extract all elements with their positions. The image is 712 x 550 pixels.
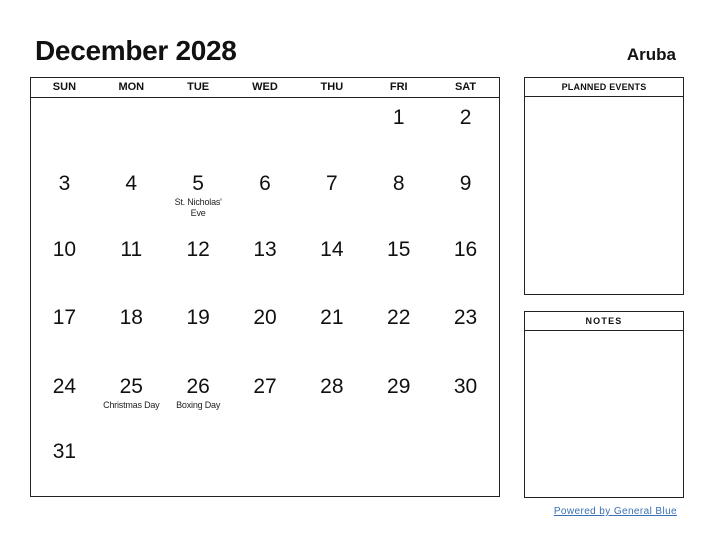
- day-number: 14: [320, 238, 344, 261]
- holiday-label: Christmas Day: [103, 400, 160, 410]
- calendar-days: [31, 98, 499, 497]
- day-number: 10: [52, 238, 77, 261]
- day-cell: [98, 367, 165, 432]
- notes-title: NOTES: [525, 312, 683, 331]
- day-cell: [365, 98, 432, 164]
- page-title: December 2028: [35, 35, 237, 66]
- day-number: 15: [387, 238, 411, 261]
- weekday-sun: SUN: [52, 81, 77, 93]
- day-number: 28: [320, 375, 344, 398]
- powered-by-link[interactable]: Powered by General Blue: [553, 506, 677, 517]
- day-number: 11: [120, 238, 143, 261]
- day-cell: [31, 230, 98, 298]
- day-cell: [232, 230, 299, 298]
- day-cell: [31, 432, 98, 497]
- day-cell: [298, 298, 365, 367]
- calendar-grid: [30, 77, 500, 497]
- day-number: 22: [387, 306, 411, 329]
- weekday-mon: MON: [118, 81, 145, 93]
- day-cell: [365, 432, 432, 497]
- day-number: 8: [392, 172, 405, 195]
- day-number: 23: [453, 306, 478, 329]
- day-cell: [298, 164, 365, 230]
- day-cell: [31, 164, 98, 230]
- day-cell: [432, 298, 499, 367]
- day-number: 13: [253, 238, 277, 261]
- day-number: 19: [186, 306, 210, 329]
- day-cell: [365, 367, 432, 432]
- day-number: 17: [52, 306, 77, 329]
- holiday-label: Boxing Day: [176, 400, 221, 410]
- day-cell: [232, 367, 299, 432]
- day-cell: [98, 298, 165, 367]
- day-number: 2: [459, 106, 472, 129]
- day-number: 21: [320, 306, 344, 329]
- day-cell: [98, 98, 165, 164]
- country-label: Aruba: [626, 45, 676, 64]
- day-cell: [165, 367, 232, 432]
- day-cell: [232, 164, 299, 230]
- day-number: 18: [119, 306, 143, 329]
- day-cell: [165, 164, 232, 230]
- day-number: 24: [52, 375, 77, 398]
- day-cell: [232, 298, 299, 367]
- day-cell: [165, 230, 232, 298]
- day-cell: [232, 98, 299, 164]
- day-cell: [298, 367, 365, 432]
- day-cell: [98, 164, 165, 230]
- day-cell: [298, 432, 365, 497]
- weekday-sat: SAT: [454, 81, 477, 93]
- day-cell: [432, 432, 499, 497]
- day-cell: [298, 230, 365, 298]
- day-cell: [432, 230, 499, 298]
- day-cell: [432, 98, 499, 164]
- day-cell: [432, 164, 499, 230]
- weekday-tue: TUE: [187, 81, 210, 93]
- day-number: 5: [192, 172, 204, 195]
- weekday-wed: WED: [252, 81, 278, 93]
- day-number: 16: [453, 238, 478, 261]
- day-cell: [232, 432, 299, 497]
- day-number: 9: [459, 172, 472, 195]
- day-cell: [98, 230, 165, 298]
- day-cell: [365, 230, 432, 298]
- weekday-fri: FRI: [389, 81, 408, 93]
- weekday-thu: THU: [320, 81, 344, 93]
- weekday-header: [31, 78, 499, 98]
- day-number: 29: [387, 375, 411, 398]
- day-number: 30: [453, 375, 478, 398]
- day-cell: [165, 432, 232, 497]
- day-number: 27: [253, 375, 277, 398]
- day-number: 31: [52, 440, 77, 463]
- planned-events-title: PLANNED EVENTS: [525, 78, 683, 97]
- day-number: 1: [392, 106, 405, 129]
- day-cell: [365, 164, 432, 230]
- day-cell: [432, 367, 499, 432]
- day-number: 4: [125, 172, 138, 195]
- day-cell: [365, 298, 432, 367]
- day-number: 7: [326, 172, 338, 195]
- day-cell: [298, 98, 365, 164]
- day-number: 12: [186, 238, 210, 261]
- day-cell: [165, 98, 232, 164]
- day-number: 6: [259, 172, 271, 195]
- notes-panel: [524, 311, 684, 498]
- holiday-label: St. Nicholas' Eve: [174, 197, 222, 218]
- day-number: 3: [58, 172, 71, 195]
- day-number: 20: [253, 306, 277, 329]
- day-cell: [165, 298, 232, 367]
- planned-events-panel: [524, 77, 684, 295]
- day-cell: [31, 98, 98, 164]
- day-cell: [31, 298, 98, 367]
- day-number: 25: [119, 375, 143, 398]
- day-number: 26: [186, 375, 210, 398]
- day-cell: [98, 432, 165, 497]
- day-cell: [31, 367, 98, 432]
